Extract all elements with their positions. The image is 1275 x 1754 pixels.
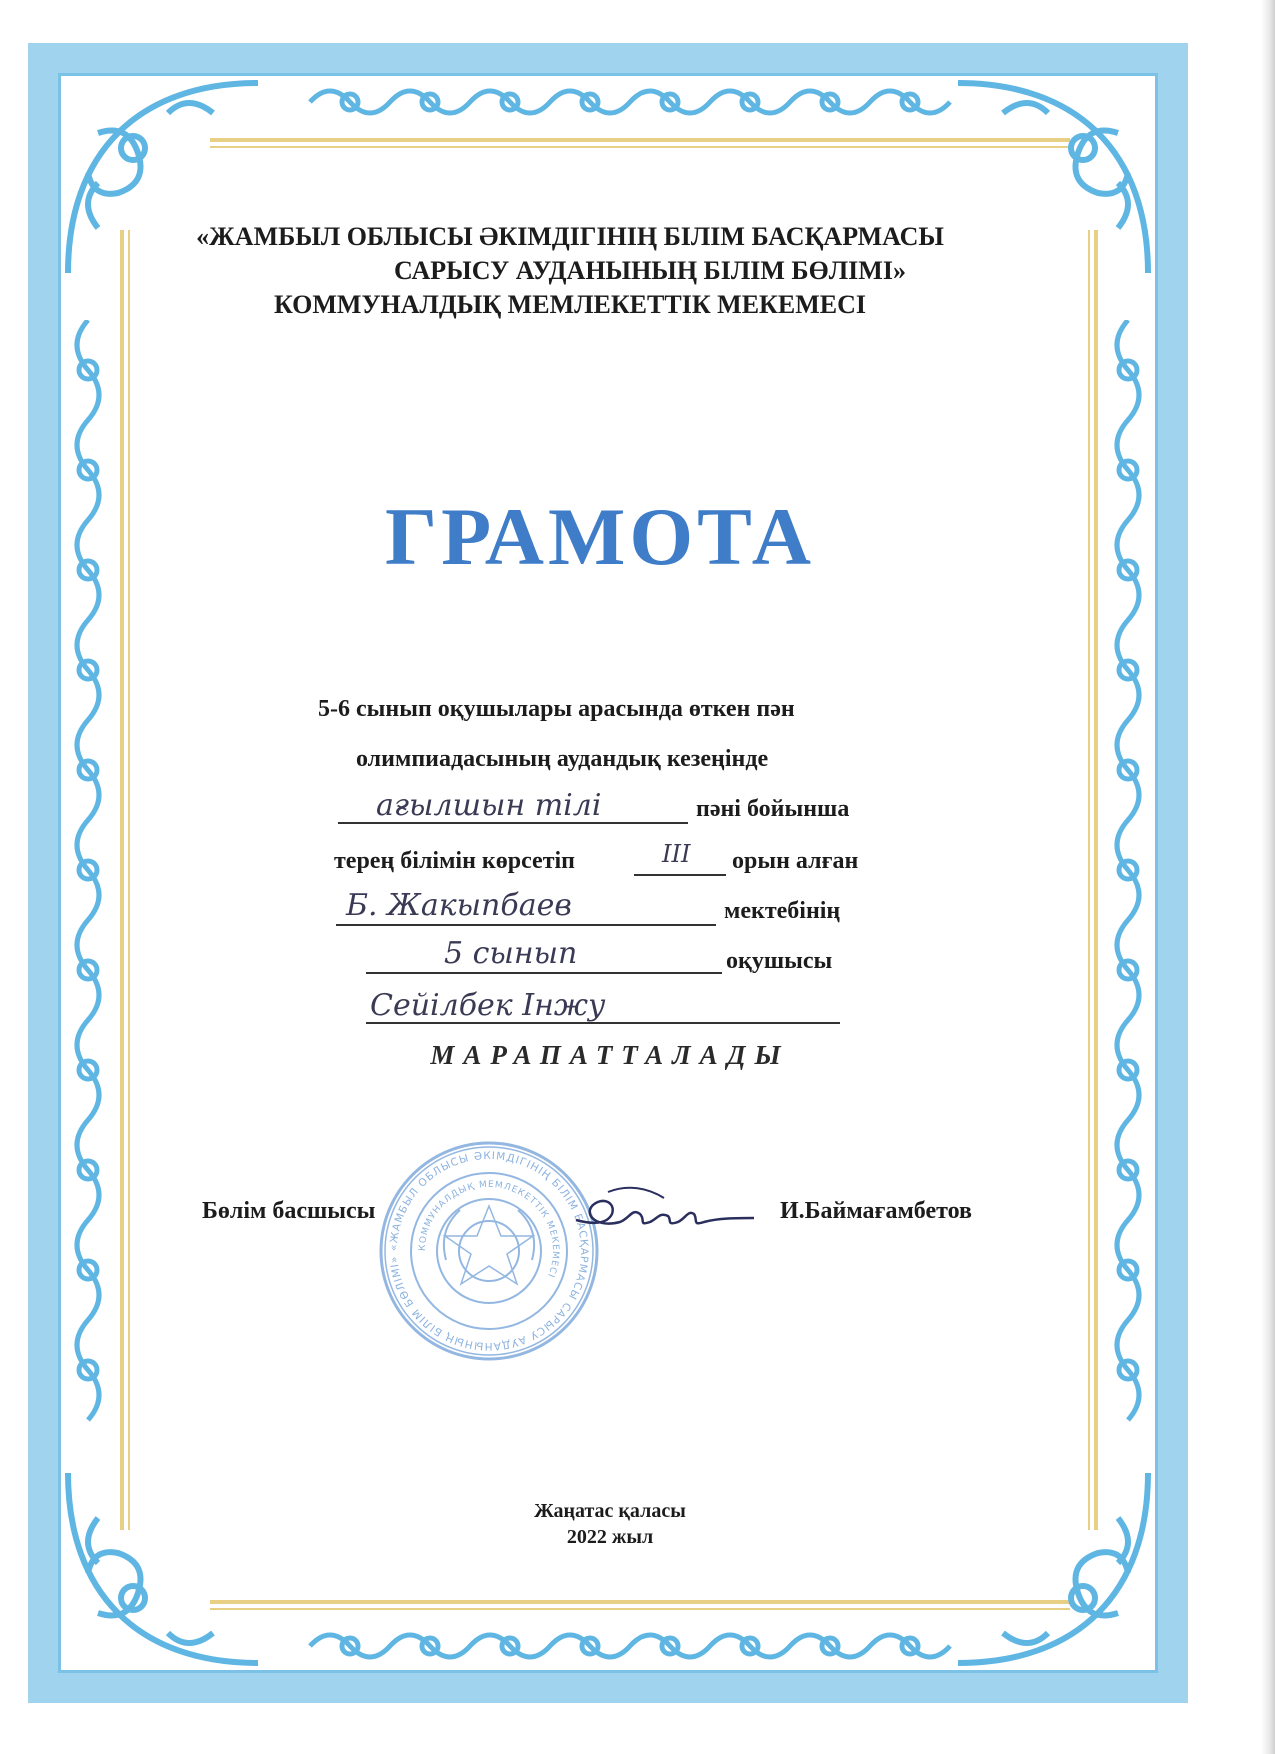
ornament-band-top	[300, 74, 980, 130]
corner-ornament-bottom-right	[928, 1443, 1158, 1673]
body-line-2: олимпиадасының аудандық кезеңінде	[356, 746, 769, 772]
class-suffix: оқушысы	[726, 948, 833, 974]
ornament-band-bottom	[300, 1618, 980, 1674]
signatory-name: И.Баймағамбетов	[780, 1198, 972, 1224]
stamp-outer-text: «ЖАМБЫЛ ОБЛЫСЫ ӘКІМДІГІНІҢ БІЛІМ БАСҚАРМАСЫ САРЫСУ АУДАНЫНЫҢ БІЛІМ БӨЛІМІ»	[387, 1149, 591, 1353]
certificate-title: ГРАМОТА	[385, 491, 815, 582]
issuer-line-2: САРЫСУ АУДАНЫНЫҢ БІЛІМ БӨЛІМІ»	[394, 256, 906, 285]
signatory-position: Бөлім басшысы	[202, 1198, 376, 1224]
subject-suffix: пәні бойынша	[696, 796, 850, 822]
issuer-line-1: «ЖАМБЫЛ ОБЛЫСЫ ӘКІМДІГІНІҢ БІЛІМ БАСҚАРМАСЫ	[196, 222, 944, 251]
issue-city: Жаңатас қаласы	[534, 1500, 686, 1522]
ornament-band-right	[1100, 320, 1156, 1430]
school-handwritten: Б. Жакыпбаев	[346, 888, 572, 923]
subject-handwritten: ағылшын тілі	[376, 788, 602, 823]
corner-ornament-bottom-left	[58, 1443, 288, 1673]
class-handwritten: 5 сынып	[444, 936, 578, 971]
gold-rule-left	[120, 230, 124, 1530]
school-blank	[336, 924, 716, 926]
gold-rule-right-2	[1088, 230, 1090, 1530]
issuer-line-3: КОММУНАЛДЫҚ МЕМЛЕКЕТТІК МЕКЕМЕСІ	[273, 290, 867, 319]
place-suffix: орын алған	[732, 848, 859, 874]
award-text: МАРАПАТТАЛАДЫ	[430, 1040, 790, 1070]
handwritten-signature	[568, 1178, 758, 1248]
stamp-inner-text: КОММУНАЛДЫҚ МЕМЛЕКЕТТІК МЕКЕМЕСІ	[417, 1179, 561, 1280]
official-stamp	[378, 1140, 600, 1362]
place-handwritten: III	[662, 840, 691, 868]
gold-rule-right	[1094, 230, 1098, 1530]
class-blank	[366, 972, 722, 974]
place-prefix: терең білімін көрсетіп	[334, 848, 575, 874]
scan-edge	[1261, 0, 1275, 1754]
place-blank	[634, 874, 726, 876]
ornament-band-left	[60, 320, 116, 1430]
gold-rule-left-2	[128, 230, 130, 1530]
student-handwritten: Сейілбек Інжу	[370, 988, 606, 1023]
issue-year: 2022 жыл	[566, 1526, 654, 1548]
body-line-1: 5-6 сынып оқушылары арасында өткен пән	[318, 696, 795, 722]
school-suffix: мектебінің	[724, 898, 841, 924]
